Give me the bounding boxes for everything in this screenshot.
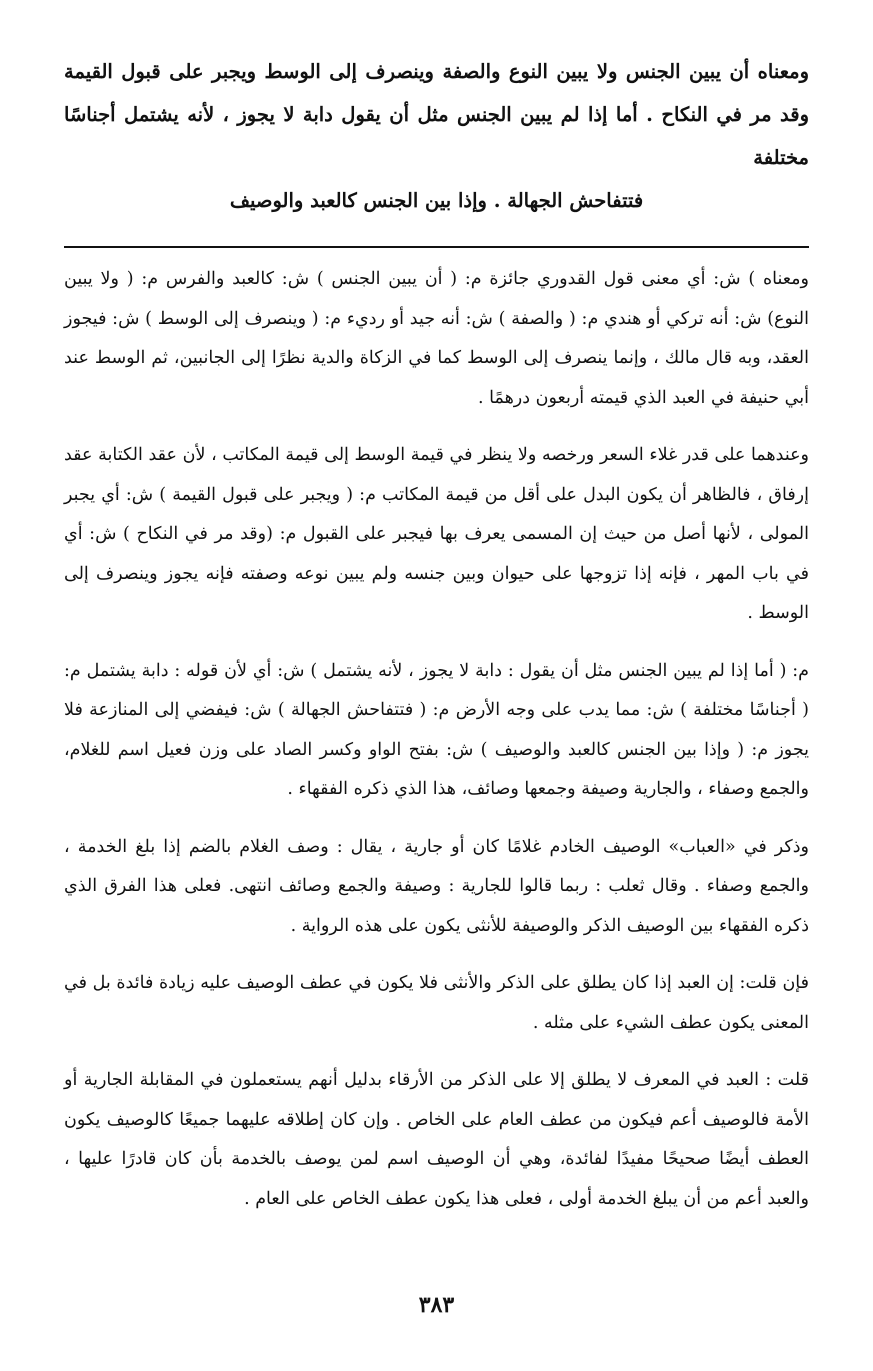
page-number: ٣٨٣ (418, 1292, 455, 1318)
commentary-paragraph-2: وعندهما على قدر غلاء السعر ورخصه ولا ينظر في قيمة الوسط إلى قيمة المكاتب ، لأن عقد الكتابة عقد إرفاق ، فالظاهر أن يكون البدل على أقل من قيمة المكاتب م: ( ويجبر على قبول القيمة ) ش: أي يجبر المولى ، لأنها أصل من حيث إن المسمى يعرف بها فيجبر على القبول م: (وقد مر في النكاح ) ش: أي في باب المهر ، فإنه إذا تزوجها على حيوان وبين جنسه ولم يبين نوعه وصفته فإنه يجوز وينصرف إلى الوسط . (64, 445, 809, 623)
commentary-paragraph-6: قلت : العبد في المعرف لا يطلق إلا على الذكر من الأرقاء بدليل أنهم يستعملون في المقابلة الجارية أو الأمة فالوصيف أعم فيكون من عطف العام على الخاص . وإن كان إطلاقه عليهما جميعًا كالوصيف يكون العطف أيضًا صحيحًا مفيدًا لفائدة، وهي أن الوصيف اسم لمن يوصف بالخدمة بأن كان قادرًا عليها ، والعبد أعم من أن يبلغ الخدمة أولى ، فعلى هذا يكون عطف الخاص على العام . (64, 1070, 809, 1209)
separator-rule (64, 246, 809, 248)
book-page (64, 50, 809, 1237)
commentary-paragraph-4: وذكر في «العباب» الوصيف الخادم غلامًا كان أو جارية ، يقال : وصف الغلام بالضم إذا بلغ الخدمة ، والجمع وصفاء . وقال ثعلب : ربما قالوا للجارية : وصيفة والجمع وصائف انتهى. فعلى هذا الفرق الذي ذكره الفقهاء بين الوصيف الذكر والوصيفة للأنثى يكون على هذه الرواية . (64, 836, 809, 936)
commentary-paragraph-5: فإن قلت: إن العبد إذا كان يطلق على الذكر والأنثى فلا يكون في عطف الوصيف عليه زيادة فائدة بل في المعنى يكون عطف الشيء على مثله . (64, 973, 809, 1033)
matn-last-line: فتتفاحش الجهالة . وإذا بين الجنس كالعبد والوصيف (229, 189, 644, 212)
commentary-paragraph-3: م: ( أما إذا لم يبين الجنس مثل أن يقول : دابة لا يجوز ، لأنه يشتمل ) ش: أي لأن قوله : دابة يشتمل م: ( أجناسًا مختلفة ) ش: مما يدب على وجه الأرض م: ( فتتفاحش الجهالة ) ش: فيفضي إلى المنازعة فلا يجوز م: ( وإذا بين الجنس كالعبد والوصيف ) ش: بفتح الواو وكسر الصاد على وزن فعيل اسم للغلام، والجمع وصفاء ، والجارية وصيفة وجمعها وصائف، هذا الذي ذكره الفقهاء . (64, 660, 809, 799)
matn-body: ومعناه أن يبين الجنس ولا يبين النوع والصفة وينصرف إلى الوسط ويجبر على قبول القيمة وقد مر في النكاح . أما إذا لم يبين الجنس مثل أن يقول دابة لا يجوز ، لأنه يشتمل أجناسًا مختلفة (64, 60, 809, 169)
matn-text (64, 50, 809, 222)
commentary (64, 260, 809, 1219)
commentary-paragraph-1: ومعناه ) ش: أي معنى قول القدوري جائزة م: ( أن يبين الجنس ) ش: كالعبد والفرس م: ( ولا يبين النوع) ش: أنه تركي أو هندي م: ( والصفة ) ش: أنه جيد أو رديء م: ( وينصرف إلى الوسط ) ش: فيجوز العقد، وبه قال مالك ، وإنما ينصرف إلى الوسط كما في الزكاة والدية نظرًا إلى الجانبين، ثم الوسط عند أبي حنيفة في العبد الذي قيمته أربعون درهمًا . (64, 269, 809, 408)
